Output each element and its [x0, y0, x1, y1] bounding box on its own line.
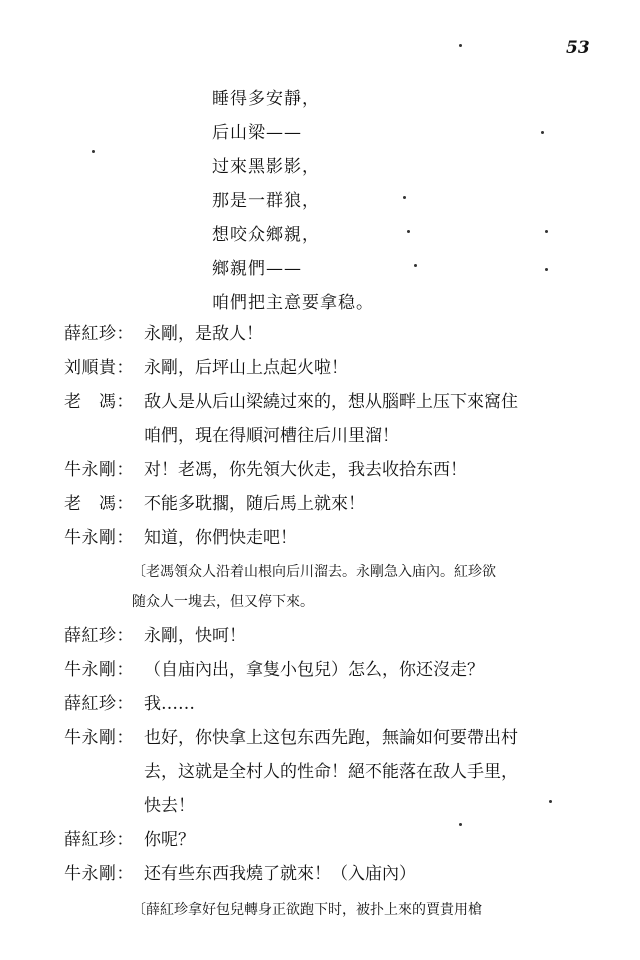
speech-line — [64, 453, 620, 487]
speech-line — [64, 823, 620, 857]
scan-speck — [549, 800, 552, 803]
speech-text: 永剛，快呵！ — [144, 626, 246, 646]
speech-line — [64, 619, 620, 653]
scan-speck — [92, 150, 95, 153]
speaker-name: 老 馮： — [64, 494, 134, 514]
scan-speck — [541, 131, 544, 134]
verse-line: 鄉親們—— — [212, 259, 302, 279]
speech-line — [64, 351, 620, 385]
speech-text: 你呢？ — [144, 830, 195, 850]
speaker-name: 薛紅珍： — [64, 626, 134, 646]
speech-line — [64, 487, 620, 521]
scan-speck — [459, 44, 462, 47]
scan-speck — [545, 230, 548, 233]
scan-speck — [403, 196, 406, 199]
scan-speck — [545, 268, 548, 271]
verse-line: 想咬众鄉親， — [212, 225, 320, 245]
speech-text: 永剛，是敌人！ — [144, 324, 263, 344]
verse-line: 那是一群狼， — [212, 191, 320, 211]
speech-line — [64, 521, 620, 555]
speaker-name: 薛紅珍： — [64, 324, 134, 344]
verse-block — [212, 82, 374, 320]
speech-line — [64, 857, 620, 891]
scan-speck — [414, 264, 417, 267]
speech-text: 也好，你快拿上这包东西先跑，無論如何要帶出村 去，这就是全村人的性命！絕不能落在敌人手里， 快去！ — [144, 728, 518, 816]
speech-text: 对！老馮，你先領大伙走，我去收拾东西！ — [144, 460, 467, 480]
speaker-name: 牛永剛： — [64, 460, 134, 480]
speech-text: 不能多耽擱，随后馬上就來！ — [144, 494, 365, 514]
speech-text: （自庙內出，拿隻小包兒）怎么，你还沒走？ — [144, 660, 484, 680]
speech-line — [64, 687, 620, 721]
speech-text: 敌人是从后山梁繞过來的，想从腦畔上压下來窩住 咱們，現在得順河槽往后川里溜！ — [144, 392, 518, 446]
speaker-name: 牛永剛： — [64, 528, 134, 548]
speaker-name: 牛永剛： — [64, 728, 134, 748]
speaker-name: 牛永剛： — [64, 660, 134, 680]
verse-line: 睡得多安靜， — [212, 89, 320, 109]
speech-line — [64, 385, 620, 453]
scan-speck — [459, 823, 462, 826]
speaker-name: 牛永剛： — [64, 864, 134, 884]
speech-text: 我…… — [144, 694, 195, 714]
stage-direction: 〔薛紅珍拿好包兒轉身正欲跑下时，被扑上來的賈貴用槍 — [132, 902, 482, 918]
speech-text: 还有些东西我燒了就來！（入庙內） — [144, 864, 416, 884]
scan-speck — [407, 230, 410, 233]
verse-line: 后山梁—— — [212, 123, 302, 143]
speech-text: 永剛，后坪山上点起火啦！ — [144, 358, 348, 378]
verse-line: 咱們把主意要拿稳。 — [212, 293, 374, 313]
page-number: 53 — [566, 38, 590, 58]
speech-line — [64, 721, 620, 823]
speech-line — [64, 317, 620, 351]
speaker-name: 薛紅珍： — [64, 830, 134, 850]
speaker-name: 老 馮： — [64, 392, 134, 412]
stage-direction: 〔老馮領众人沿着山根向后川溜去。永剛急入庙內。紅珍欲 随众人一塊去，但又停下來。 — [132, 564, 496, 610]
speaker-name: 刘順貴： — [64, 358, 134, 378]
verse-line: 过來黑影影， — [212, 157, 320, 177]
speech-line — [64, 653, 620, 687]
speech-text: 知道，你們快走吧！ — [144, 528, 297, 548]
speaker-name: 薛紅珍： — [64, 694, 134, 714]
dialogue-block — [64, 317, 620, 927]
